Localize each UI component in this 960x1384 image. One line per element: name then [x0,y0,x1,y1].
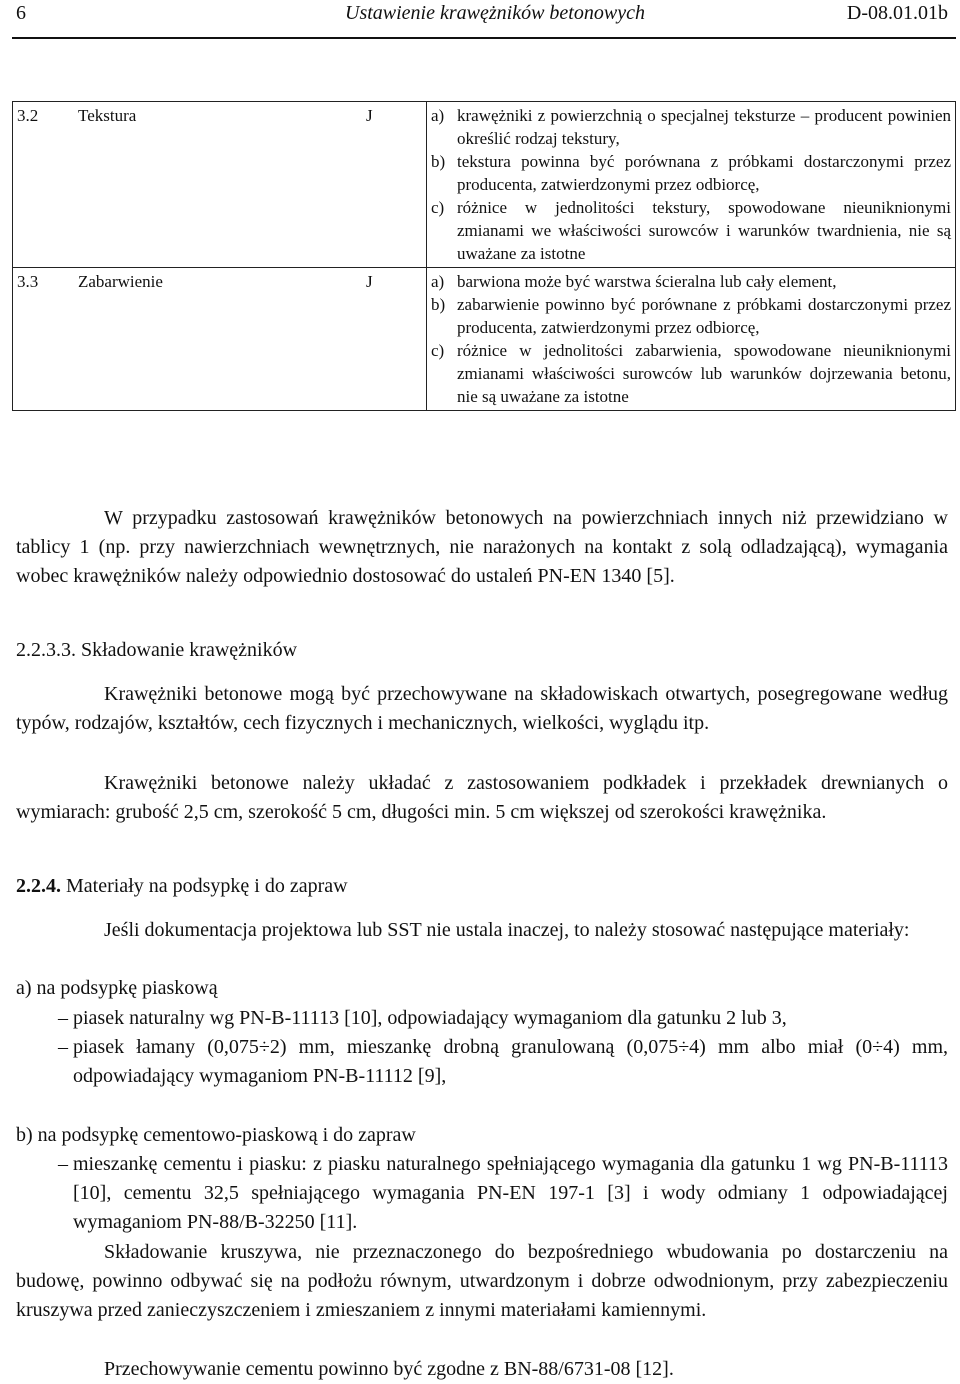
requirement-level: J [362,268,427,411]
requirement-item: b) zabarwienie powinno być porównane z próbkami dostarczonymi przez producenta, zatwierdzonymi przez odbiorcę, [431,295,951,337]
list-item: – piasek naturalny wg PN-B-11113 [10], odpowiadający wymaganiom dla gatunku 2 lub 3, [16,1004,948,1033]
paragraph-cement-storage: Przechowywanie cementu powinno być zgodne z BN-88/6731-08 [12]. [104,1358,674,1380]
requirement-item: a) barwiona może być warstwa ścieralna lub cały element, [431,272,837,291]
page-number: 6 [16,2,26,24]
paragraph-other-applications: W przypadku zastosowań krawężników betonowych na powierzchniach innych niż przewidziano w tablicy 1 (np. przy nawierzchniach wewnętrznych, nie narażonych na kontakt z solą odladzającą), wymagania wobec krawężników należy odpowiednio dostosować do ustaleń PN-EN 1340 [5]. [16,507,948,587]
table-row [13,102,956,268]
section-title: Materiały na podsypkę i do zapraw [61,875,348,897]
paragraph-materials-intro: Jeśli dokumentacja projektowa lub SST nie ustala inaczej, to należy stosować następujące materiały: [104,919,910,941]
section-heading-materials [16,872,948,901]
section-heading-storage: 2.2.3.3. Składowanie krawężników [16,639,298,661]
property-name: Zabarwienie [74,268,362,411]
table-row [13,268,956,411]
list-b [16,1150,948,1237]
list-a-label: a) na podsypkę piaskową [16,977,218,999]
section-number: 2.2.4. [16,875,61,897]
dash-bullet: – [58,1153,68,1175]
requirement-item: c) różnice w jednolitości tekstury, spowodowane nieuniknionymi zmianami we właściwości surowców i warunków twardnienia, nie są uważane za istotne [431,198,951,263]
property-name: Tekstura [74,102,362,268]
page-header [0,0,960,44]
list-b-label: b) na podsypkę cementowo-piaskową i do zapraw [16,1124,416,1146]
paragraph-storage-1: Krawężniki betonowe mogą być przechowywane na składowiskach otwartych, posegregowane według typów, rodzajów, kształtów, cech fizycznych i mechanicznych, wielkości, wyglądu itp. [16,683,948,734]
row-number: 3.3 [13,268,75,411]
header-rule [12,37,956,39]
requirement-item: b) tekstura powinna być porównana z próbkami dostarczonymi przez producenta, zatwierdzonymi przez odbiorcę, [431,152,951,194]
dash-bullet: – [58,1036,68,1058]
list-item: – piasek łamany (0,075÷2) mm, mieszankę drobną granulowaną (0,075÷4) mm albo miał (0÷4) mm, odpowiadający wymaganiom PN-B-11112 [9], [16,1033,948,1091]
dash-bullet: – [58,1007,68,1029]
document-title: Ustawienie krawężników betonowych [345,2,645,24]
requirements-cell [427,268,956,411]
requirement-item: a) krawężniki z powierzchnią o specjalnej teksturze – producent powinien określić rodzaj tekstury, [431,106,951,148]
row-number: 3.2 [13,102,75,268]
list-item: – mieszankę cementu i piasku: z piasku naturalnego spełniającego wymagania dla gatunku 1 wg PN-B-11113 [10], cementu 32,5 spełniającego wymagania PN-EN 197-1 [3] i wody odmiany 1 odpowiadającej wymaganiom PN-88/B-32250 [11]. [16,1150,948,1237]
requirements-cell [427,102,956,268]
requirements-table [12,101,956,411]
list-a [16,1004,948,1091]
requirement-level: J [362,102,427,268]
paragraph-aggregate-storage: Składowanie kruszywa, nie przeznaczonego do bezpośredniego wbudowania po dostarczeniu na budowę, powinno odbywać się na podłożu równym, utwardzonym i dobrze odwodnionym, przy zabezpieczeniu kruszywa przed zanieczyszczeniem i zmieszaniem z innymi materiałami kamiennymi. [16,1241,948,1321]
document-code: D-08.01.01b [846,2,948,24]
paragraph-storage-2: Krawężniki betonowe należy układać z zastosowaniem podkładek i przekładek drewnianych o wymiarach: grubość 2,5 cm, szerokość 5 cm, długości min. 5 cm większej od szerokości krawężnika. [16,772,948,823]
requirement-item: c) różnice w jednolitości zabarwienia, spowodowane nieuniknionymi zmianami właściwości surowców lub warunków dojrzewania betonu, nie są uważane za istotne [431,341,951,406]
